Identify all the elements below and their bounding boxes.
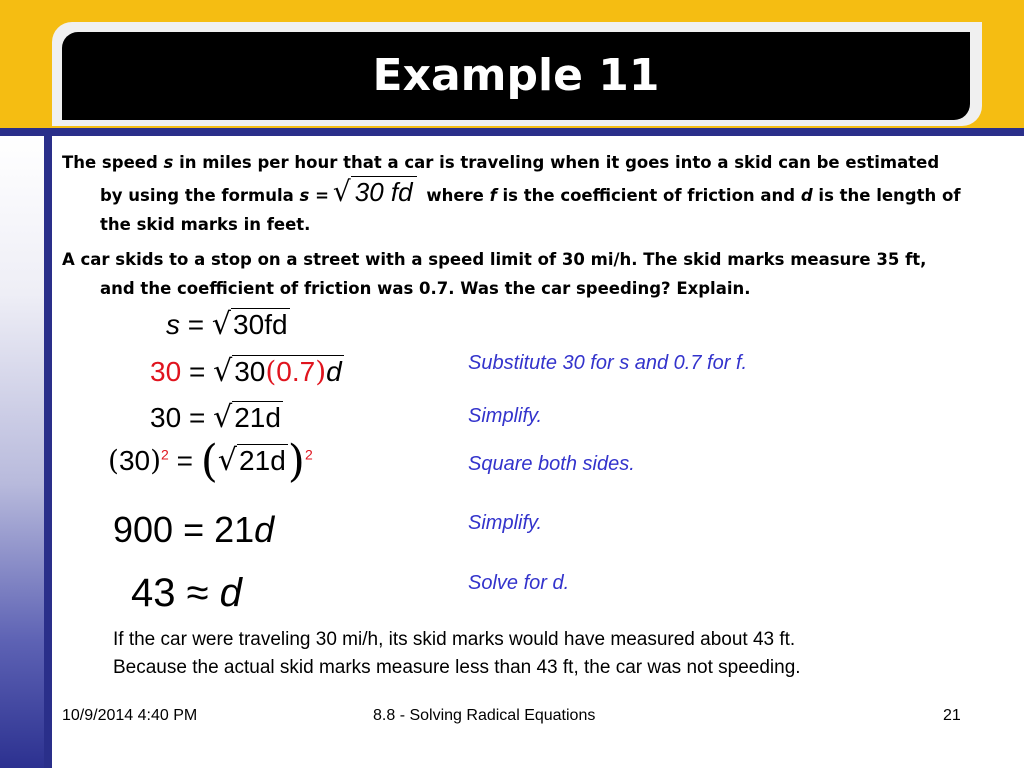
step-note-substitute: Substitute 30 for s and 0.7 for f. (468, 352, 748, 374)
step-note-simplify-1: Simplify. (468, 405, 543, 427)
header-divider (0, 128, 1024, 136)
equation-1: s = √30fd (166, 307, 288, 342)
equation-2: 30 = √30(0.7)d (150, 354, 342, 389)
equation-3: 30 = √21d (150, 400, 281, 435)
equation-4: $(30)^2 = (√21d)^2$ (108, 436, 313, 487)
problem-paragraph-1: The speed s in miles per hour that a car is traveling when it goes into a skid can be estimated by using the formula s = √ 30 fd where f is the coefficient of friction and d is the length of the skid marks in feet. (62, 153, 961, 234)
step-note-square: Square both sides. (468, 453, 635, 475)
step-note-simplify-2: Simplify. (468, 512, 543, 534)
equation-6: 43 ≈ d (131, 571, 242, 615)
side-gradient-band (0, 136, 44, 768)
step-note-solve: Solve for d. (468, 572, 570, 594)
side-divider (44, 128, 52, 768)
footer-page-number: 21 (943, 707, 961, 724)
slide-title: Example 11 (372, 50, 660, 101)
equation-5: 900 = 21d (113, 509, 275, 550)
footer-date: 10/9/2014 4:40 PM (62, 707, 198, 724)
conclusion: If the car were traveling 30 mi/h, its skid marks would have measured about 43 ft. Because the actual skid marks measure less than 43 ft, the car was not speeding. (113, 629, 801, 678)
footer-lesson: 8.8 - Solving Radical Equations (373, 707, 596, 724)
problem-paragraph-2: A car skids to a stop on a street with a speed limit of 30 mi/h. The skid marks measure 35 ft, and the coefficient of friction was 0.7. Was the car speeding? Explain. (62, 250, 927, 298)
formula-radical: √ 30 fd (333, 177, 417, 207)
